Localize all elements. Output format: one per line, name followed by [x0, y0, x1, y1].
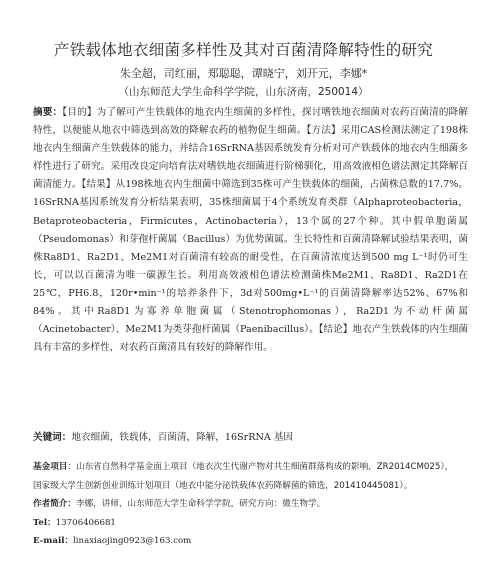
author-list: 朱全超，司红丽，郑聪聪，谭晓宁，刘开元，李娜* — [119, 67, 368, 80]
fund-line-2: 国家级大学生创新创业训练计划项目（地衣中能分泌铁载体农药降解菌的筛选，201410445081）。 — [33, 480, 413, 491]
fund-label: 基金项目 — [33, 462, 68, 472]
keywords-label: 关键词： — [33, 432, 72, 443]
author-bio-text: 李娜，讲师，山东师范大学生命科学学院，研究方向：微生物学。 — [75, 499, 326, 509]
email-line — [33, 532, 473, 551]
fund-line-1 — [33, 458, 473, 477]
keywords-text: 地衣细菌，铁载体，百菌清，降解，16SrRNA 基因 — [71, 432, 294, 443]
email-label: E-mail： — [33, 536, 74, 546]
author-bio — [33, 495, 473, 514]
abstract-label: 摘要： — [33, 107, 63, 118]
tel-label: Tel： — [33, 517, 56, 528]
fund-text-1: ：山东省自然科学基金面上项目（地衣次生代谢产物对共生细菌群落构成的影响，ZR2014CM025）， — [67, 462, 454, 472]
author-bio-label: 作者简介： — [33, 499, 76, 509]
affiliation: （山东师范大学生命科学学院，山东济南，250014） — [118, 86, 369, 98]
abstract-text: 【目的】为了解可产生铁载体的地衣内生细菌的多样性，探讨嗜铁地衣细菌对农药百菌清的降解特性，以便能从地衣中筛选到高效的降解农药的植物促生细菌。【方法】采用CAS检测法测定了198株地衣内生细菌产生铁载体的能力，并结合16SrRNA基因系统发育分析对可产铁载体的地衣内生细菌多样性进行了研究。采用改良定向培育法对嗜铁地衣细菌进行阶梯驯化，用高效液相色谱法测定其降解百菌清能力。【结果】从198株地衣内生细菌中筛选到35株可产生铁载体的细菌，占菌株总数的17.7%。16SrRNA基因系统发育分析结果表明，35株细菌属于4个系统发育类群（Alphaproteobacteria，Betaproteobacteria，Firmicutes，Actinobacteria），13个属的27个种。其中假单胞菌属（Pseudomonas）和芽孢杆菌属（Bacillus）为优势菌属。生长特性和百菌清降解试验结果表明，菌株Ra8D1、Ra2D1、Me2M1对百菌清有较高的耐受性，在百菌清浓度达到500 mg L⁻¹时仍可生长，可以以百菌清为唯一碳源生长。利用高效液相色谱法检测菌株Me2M1、Ra8D1、Ra2D1在25℃，PH6.8，120r•min⁻¹的培养条件下，3d对500mg•L⁻¹的百菌清降解率达52%、67%和84%。其中Ra8D1为寡养单胞菌属（Stenotrophomonas），Ra2D1为不动杆菌属（Acinetobacter）、Me2M1为类芽孢杆菌属（Paenibacillus）。【结论】地衣产生铁载体的内生细菌具有丰富的多样性，对农药百菌清具有较好的降解作用。 — [33, 107, 469, 354]
tel-line — [33, 514, 473, 533]
footnotes — [33, 458, 473, 551]
email-link[interactable]: linaxiaojing0923@163.com — [73, 536, 192, 546]
keywords — [33, 430, 468, 446]
abstract — [33, 104, 468, 357]
tel-value: 13706406681 — [55, 517, 116, 528]
paper-title: 产铁载体地衣细菌多样性及其对百菌清降解特性的研究 — [53, 41, 434, 59]
